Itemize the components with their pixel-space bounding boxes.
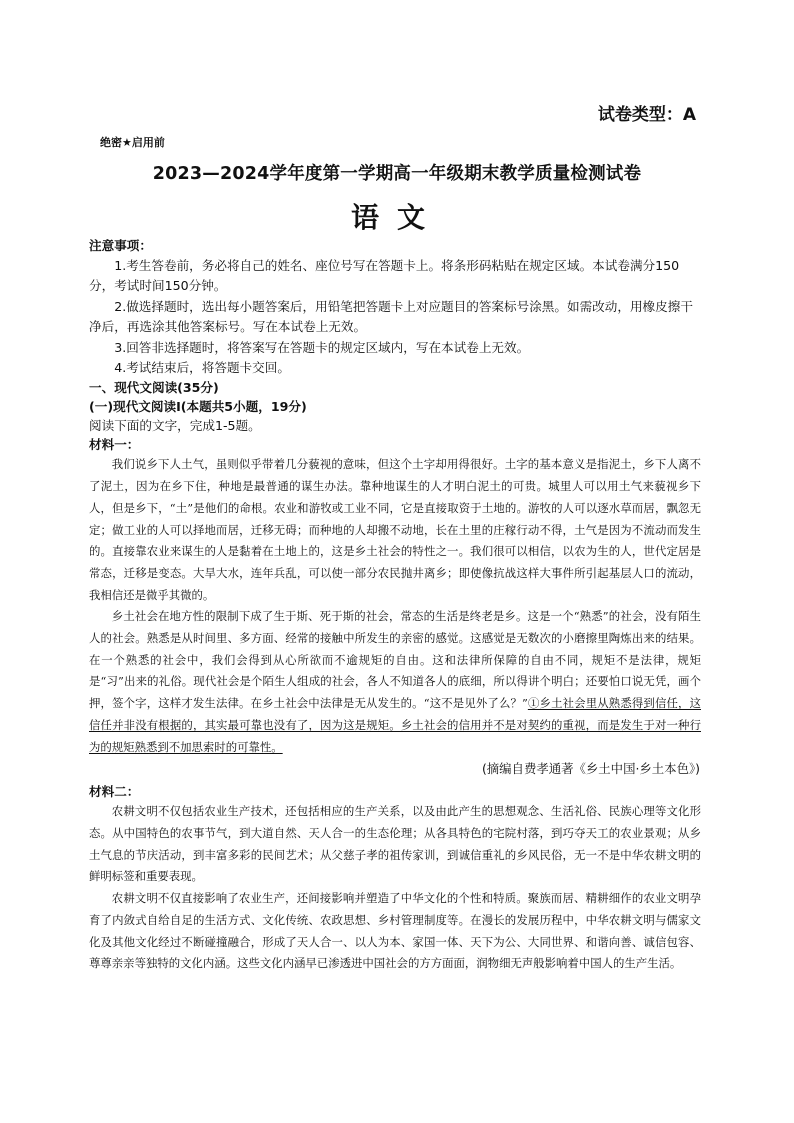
notice-heading: 注意事项：: [89, 238, 152, 253]
underlined-sentence-1: ①乡土社会里从熟悉得到信任，这信任并非没有根据的，其实最可靠也没有了，因为这是规矩。乡土社会的信用并不是对契约的重视，而是发生于对一种行为的规矩熟悉到不加思索时的可靠性。: [89, 696, 701, 754]
exam-content: [89, 236, 701, 975]
section-heading: 一、现代文阅读(35分): [89, 380, 219, 396]
notice-item-3: 3.回答非选择题时，将答案写在答题卡的规定区域内，写在本试卷上无效。: [114, 339, 530, 355]
reading-instruction: 阅读下面的文字，完成1-5题。: [89, 418, 261, 434]
notice-item-1: 1.考生答卷前，务必将自己的姓名、座位号写在答题卡上。将条形码粘贴在规定区域。本试卷满分150分，考试时间150分钟。: [89, 258, 680, 294]
material-1-label: 材料一：: [89, 437, 140, 453]
material-1-source: (摘编自费孝通著《乡土中国·乡土本色》): [481, 761, 700, 777]
material-1-paragraph-2: [89, 606, 701, 758]
subsection-heading: (一)现代文阅读I(本题共5小题，19分): [89, 399, 307, 415]
paper-type-label: 试卷类型：A: [597, 105, 696, 125]
secret-mark: 绝密★启用前: [100, 136, 165, 149]
material-2-label: 材料二：: [89, 784, 140, 800]
notice-item-2: 2.做选择题时，选出每小题答案后，用铅笔把答题卡上对应题目的答案标号涂黑。如需改动，用橡皮擦干净后，再选涂其他答案标号。写在本试卷上无效。: [89, 298, 693, 335]
material-2-paragraph-2: 农耕文明不仅直接影响了农业生产，还间接影响并塑造了中华文化的个性和特质。聚族而居、精耕细作的农业文明孕育了内敛式自给自足的生活方式、文化传统、农政思想、乡村管理制度等。在漫长的发展历程中，中华农耕文明与儒家文化及其他文化经过不断碰撞融合，形成了天人合一、以人为本、家国一体、天下为公、大同世界、和谐向善、诚信包容、尊尊亲亲等独特的文化内涵。这些文化内涵早已渗透进中国社会的方方面面，润物细无声般影响着中国人的生产生活。: [89, 891, 701, 971]
subject-title: 语文: [350, 201, 443, 234]
material-1-paragraph-1: 我们说乡下人土气，虽则似乎带着几分藐视的意味，但这个土字却用得很好。土字的基本意义是指泥土，乡下人离不了泥土，因为在乡下住，种地是最普通的谋生办法。靠种地谋生的人才明白泥土的可贵。城里人可以用土气来藐视乡下人，但是乡下，“土”是他们的命根。农业和游牧或工业不同，它是直接取资于土地的。游牧的人可以逐水草而居，飘忽无定；做工业的人可以择地而居，迁移无碍；而种地的人却搬不动地，长在土里的庄稼行动不得，土气是因为不流动而发生的。直接靠农业来谋生的人是黏着在土地上的，这是乡土社会的特性之一。我们很可以相信，以农为生的人，世代定居是常态，迁移是变态。大旱大水，连年兵乱，可以使一部分农民抛井离乡；即使像抗战这样大事件所引起基层人口的流动，我相信还是微乎其微的。: [89, 457, 701, 602]
exam-title: 2023—2024学年度第一学期高一年级期末教学质量检测试卷: [152, 164, 642, 184]
notice-item-4: 4.考试结束后，将答题卡交回。: [114, 360, 290, 376]
material-1-paragraph-2-text: 乡土社会在地方性的限制下成了生于斯、死于斯的社会，常态的生活是终老是乡。这是一个“熟悉”的社会，没有陌生人的社会。熟悉是从时间里、多方面、经常的接触中所发生的亲密的感觉。这感觉是无数次的小磨擦里陶炼出来的结果。在一个熟悉的社会中，我们会得到从心所欲而不逾规矩的自由。这和法律所保障的自由不同，规矩不是法律，规矩是“习”出来的礼俗。现代社会是个陌生人组成的社会，各人不知道各人的底细，所以得讲个明白；还要怕口说无凭，画个押，签个字，这样才发生法律。在乡土社会中法律是无从发生的。“这不是见外了么？”: [89, 609, 701, 711]
material-2-paragraph-1: 农耕文明不仅包括农业生产技术，还包括相应的生产关系，以及由此产生的思想观念、生活礼俗、民族心理等文化形态。从中国特色的农事节气，到大道自然、天人合一的生态伦理；从各具特色的宅院村落，到巧夺天工的农业景观；从乡土气息的节庆活动，到丰富多彩的民间艺术；从父慈子孝的祖传家训，到诚信重礼的乡风民俗，无一不是中华农耕文明的鲜明标签和重要表现。: [89, 804, 701, 884]
